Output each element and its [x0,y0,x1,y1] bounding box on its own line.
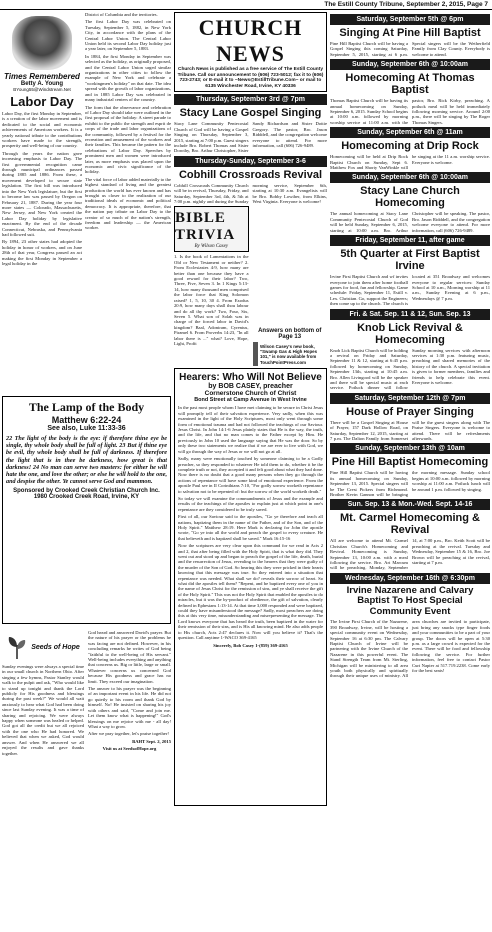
event-date: Thursday, September 3rd @ 7pm [174,94,327,105]
lamp-see-also: See also, Luke 11:33-36 [47,425,126,432]
column-church-news [174,12,327,928]
article-title: Hearers: Who Will Not Believe [179,372,322,384]
seeds-text-cont: The answer to his prayer was the beginning of an important event in his life. He did not go quietly to his room and thank God by himself. No! He insisted on sharing his joy with others and said, "Come and join me. Let them know what is happening!" God's blessings on me rejoice with me - all day! What a way to grow. [88,686,171,729]
paragraph: The first Labor Day was celebrated on Tuesday, September 5, 1882, in New York City, in accordance with the plans of the Central Labor Union. The Central Labor Union held its second Labor Day holiday just a year later, on September 5, 1883. [85,19,171,52]
event-title: Pine Hill Baptist Homecoming [331,456,489,469]
event-title: Cobhill Crossroads Revival [178,168,323,181]
paragraph: Labor Day, the first Monday in September, is a creation of the labor movement and is dedicated to the social and economic achievements of American workers. It is a yearly national tribute to the contributions workers have made to the strength, prosperity and well-being of our country. [2,111,82,149]
event-title: Irvine Nazarene and Calvary Baptist To Host Special Community Event [346,584,474,617]
trivia-byline: By Wilson Casey [194,243,229,249]
event-title: Stacy Lane Church Homecoming [360,185,460,210]
event-date: Saturday, September 5th @ 6pm [330,14,490,25]
event-text: There will be a Gospel Singing at House of Prayer, 157 Dark Hollow Road, on Saturday, September 12, 2015, starting at 7 p.m. The Dalton Family from Somerset will be the guest singers along with The Praise Singers. Everyone is welcome to attend. There will be refreshments afterwards. [330,419,490,441]
trivia-answers: Answers on bottom of Page 13 [258,328,322,341]
author-email: BYoung55@Windstream.Net [13,87,71,92]
seeds-of-hope [2,630,171,926]
column-labor-day-cont [85,12,171,392]
masthead-sub: Church News is published as a free service of The Estill County Tribune. Call our announcement to (606) 723-5012; fax it to (606) 723-2743; or E-mail it to ~News@EstillTribune.Com~ or mail to 6135 Winchester Road, Irvine, KY 40336 [177,67,324,89]
book-cover-image [253,342,259,366]
column-events [330,12,490,928]
event-text: Irvine First Baptist Church and wf invites everyone to join them after home football games for food, fun and fellowship. Game schedule: Friday, September 11, Estill v. Lex. Christian. Go, support the Engineers; then come up to the church. The church is located at 351 Broadway and welcomes everyone to regular services: Sunday School at 10 a.m., Morning worship at 11 a.m., Sunday Evening at 6 p.m., Wednesdays @ 7 p.m. [330,274,490,307]
seeds-logo [2,630,84,664]
event-text: Pine Hill Baptist Church will be having a Gospel Singing this coming Saturday, September 5, 2015, starting at 6 p.m. Special singers will be the Wetherfield Family from Clay County. Everybody is welcome to attend. [330,41,490,57]
column-title: Times Remembered [4,72,80,81]
sponsor: Sponsored by Crooked Creek Christian Church Inc. [13,488,160,495]
event-text: Knob Lick Baptist Church will be holding a revival on Friday and Saturday, September 11 & 12, starting at 6:45 p.m. followed by homecoming on Sunday, September 13th, starting at 10:45 a.m. Bro. Allen Livingood will be the speaker and there will be special music at each service. Potluck dinner will follow Sunday morning services with afternoon services at 1:30 p.m. featuring music, preaching and shared memories of the history of the church. A special invitation is given to former members, families and friends to help celebrate this event. Everyone is welcome. [330,347,490,391]
paragraph: The vital force of labor added materially to the highest standard of living and the greatest production the world has ever known and has brought us closer to the realization of our traditional ideals of economic and political democracy. It is appropriate, therefore, that the nation pay tribute on Labor Day to the creator of so much of the nation's strength, freedom and leadership — the American worker. [85,176,171,231]
paragraph: Sadly, many were emotionally touched by someone claiming to be a Godly preacher, so they responded to whatever He told them to do, whether it be the complete truth or not, they accepted it and felt good about what they had done. Now there is no doubt that a good many persons when they go through the actions of repentance will have some kind of emotional experience. From the apostle Paul see in II Corinthians 7:10, "For godly sorrow worketh repentance to salvation not to be repented of: but the sorrow of the world worketh death." [178,456,323,494]
event-text: The Irvine First Church of the Nazarene, 390 Broadway, Irvine, will be hosting a special community event on Wednesday, September 16 at 6:30 pm. The Calvary Baptist Church of Irvine will be partnering with the Irvine Church of the Nazarene in this powerful event. The Stand Strength Team from Mt. Sterling, Michigan will be ministering to all area youth both physically and spiritually through their unique uses of ministry. All area churches are invited to participate, just bring any snacks type finger foods and your communities to be a part of your group. The doors will be open at 5:30 p.m. as a large crowd is expected for the event. There will be food and fellowship following the service. For further information, feel free to contact Pastor Curt Napier at 517.719.2238. Come early for the best seats! [330,619,490,679]
event-date: Sunday, September 6th @ 10:00am [330,59,490,70]
paragraph: In the past most people whom I have met claiming to be secure in Christ Jesus will promptly tell of their salvation experience. Very sadly, when this was examined in the light of the Holy Scriptures, most only went through some form of emotional trauma and had not followed the teachings of our Saviour. Jesus Christ. In John 14:1-6 Jesus plainly states that He is the way, the truth, and the life, and that no man comes to the Father except by Him. He previously in John 10 used the language saying that He was the door. So by only these two statements we realize that if we are ever to live with God, we will go through the way of Jesus or we will not go at all. [178,405,323,454]
event-text: The annual homecoming at Stacy Lane Community Pentecostal Church of God will be held Sunday, September 6, 2015, starting at 10:00 a.m. Bro. Arthur Christopher will be speaking. The pastor, Bro. Jason Ridddell, and the congregation welcome everyone to attend. For more information, call (606) 726-9489. [330,211,490,233]
paragraph: The form that the observance and celebration of Labor Day should take were outlined in the first proposal of the holiday: A street parade to exhibit to the public the strength and esprit de corps of the trade and labor organizations of the community, followed by a festival for the recreation and amusement of the workers and their families. This became the pattern for the celebrations of Labor Day. Speeches by prominent men and women were introduced later, as more emphasis was placed upon the economic and civic significance of the holiday. [85,104,171,175]
seeds-text-cont: After we pray together, let's praise together! [88,731,169,737]
seeds-title: Seeds of Hope [31,643,80,651]
event-text: Cobhill Crossroads Community Church will be in revival, Thursday, Friday, and Saturday, September 3rd, 4th, & 5th at 7:00 p.m. nightly and during the Sunday morning service, September 6th, starting at 10:30 a.m. Evangelists will be Bro. Bobby Lowther, from Elkins, West Virginia. Everyone is welcome! [174,182,327,205]
book-promo-text: Wilson Casey's new book, "Swamp Gas & High Hopes 101," is now available from TouchPointPress.com [260,344,318,365]
page-header: The Estill County Tribune, September 2, 2015, Page 7 [0,0,492,10]
event-text: All are welcome to attend Mt. Carmel Christian Church's Homecoming and Revival. Homecoming is Sunday, September 13, 10:00 a.m. with a meal following the service. Bro. Art Marcum will be preaching. Monday, September 14, at 7:00 p.m., Bro. Keith Scott will be preaching at the revival. Tuesday and Wednesday, September 15 & 16, Bro. Joe Brown will be preaching at the revival, starting at 7 p.m. [330,538,490,571]
author-photo [12,16,72,70]
event-title: Mt. Carmel Homecoming & Revival [340,512,480,537]
lamp-ref: Matthew 6:22-24 [51,415,122,425]
article-church: Cornerstone Church of Christ [204,390,297,398]
event-date: Fri. & Sat. Sep. 11 & 12, Sun. Sep. 13 [330,309,490,320]
masthead: CHURCH NEWS [198,15,303,66]
event-date: Wednesday, September 16th @ 6:30pm [330,573,490,584]
paragraph: So today we will examine the commandments of Jesus and the example and results of the teachings of the apostles to explain just at which point in one's repentance are they considered to be truly saved. [178,495,323,512]
paragraph: District of Columbia and the territories. [85,12,158,17]
event-date: Sunday, September 6th @ 10:00am [330,172,490,183]
event-date: Sun. Sep. 13 & Mon.-Wed. Sept. 14-16 [330,499,490,510]
event-title: Homecoming at Drip Rock [341,140,479,153]
paragraph: By 1894, 23 other states had adopted the holiday in honor of workers, and on June 28th of that year, Congress passed an act making the first Monday in September a legal holiday in the [2,239,82,266]
event-text: Homecoming will be held at Drip Rock Baptist Church on Sunday, Sept 6. Matthew Fox and Shorty VanWinkle will be singing at the 11 a.m. worship service. Everyone is welcome. [330,154,490,171]
event-title: Knob Lick Revival & Homecoming [357,321,463,346]
paragraph: Now the scriptures are very clear upon this command for we read in Acts 2 and 2, that after being filled with the Holy Spirit, that is what they did. They went out and stood up and began to preach the gospel of the life, death, burial and the resurrection of Jesus, revealing to the hearers that they were guilty of the murder of the Son of God. So hearing this they were pricked in their hearts knowing that this message was true. So they entered into a situation that repentance was needed. What shall we do? reveals their sorrow of heart. So what did the apostles tell them? "Repent, and be baptized every one of you in the name of Jesus Christ for the remission of sins, and ye shall receive the gift of the Holy Spirit." This was not the Holy Spirit that enabled the apostles to do miracles, but it was the by-product of obedience, the gift of salvation, clearly defined in Ephesians 1:13-14. At that time 3,000 responded and were baptized, could they have misunderstood the message? Sadly, most preachers are doing this at this very time, misunderstanding and misrepresenting the message. The Lord knows everyone that has heard the truth, been baptized in the water for their remission of their sins, and is His all knowing mind. He also adds people to His church, Acts 2:47 declares it. Now will you believe it? That's the question. Call anytime 1-WACO 369-4165 [178,543,323,641]
event-date: Thursday-Sunday, September 3-6 [174,156,327,167]
event-text: Stacy Lane Community Pentecostal Church of God will be having a Gospel Singing on Thursday, September 3, 2015, starting at 7:00 p.m. Guest singers include Bro. Robert Thomas and Sister Dorothy, Bro. Arthur Christopher, Sister Sandy Richardson and Sister Dottie Gregory. The pastor, Bro. Jason Ridddell, and the congregation welcome everyone to attend. For more information, call (606) 726-9489. [174,121,327,154]
lamp-box [2,396,171,624]
event-title: 5th Quarter at First Baptist Irvine [340,248,480,273]
seeds-text-cont: God heard and answered David's prayer. But the nature of his prayer or the problems he was facing are not defined. However, in his concluding remarks he writes of God being "faithful to the well-being of His servant." Well-being includes everything and anything that concerns us. Big or little, large or small. Whatever concerns us concerned God because His goodness and grace has no limit. They exceed our imagination. [88,630,171,684]
event-text: Pine Hill Baptist Church will be having its annual homecoming on Sunday, September 13, 2015. Special singers will be The Crest Pickers from Richmond. Brother Kevin Gannon will be bringing the morning message. Sunday school begins at 10:00 a.m. followed by morning worship at 11:00 a.m. Potluck lunch will be around 1 p.m. followed by singing. [330,470,490,498]
sprout-icon [6,635,28,659]
book-promo [253,342,328,366]
hearers-article [174,368,327,806]
event-date: Saturday, September 12th @ 7pm [330,393,490,404]
seeds-url: Visit us at SeedsofHope.org [102,746,157,752]
article-byline: by BOB CASEY, preacher [208,383,293,391]
event-title: Homecoming At Thomas Baptist [345,72,475,97]
paragraph: First of all, our Saviour said to the apostles, "Go ye therefore and teach all nations, baptizing them in the name of the Father, and of the Son, and of the Holy Spirit." Matthew 28:19. Here Mark is declaring for John the apostle wrote, "Go ye into all the world and preach the gospel to every creature. He that believeth and is baptized shall be saved." Mark 16:15-16 [178,514,323,541]
event-date: Sunday, September 6th @ 11am [330,127,490,138]
trivia-title: BIBLE TRIVIA [175,209,236,243]
bible-trivia [174,206,327,366]
article-signature: Sincerely, Bob Casey 1-(859) 369-4165 [213,642,288,648]
sponsor-address: 1980 Crooked Creek Road, Irvine, KY [33,494,140,501]
article-headline: Labor Day [10,94,74,109]
event-text: Thomas Baptist Church will be having its annual homecoming on Sunday, September 6, 2015. Sunday School begins at 10:00 a.m. followed by morning worship service at 11:00 a.m. with the pastor, Bro. Rick Kirby, preaching. A potluck meal will be held immediately following morning service. Around 2:00 p.m., there will be singing by The Roger Thomas Singers. [330,98,490,125]
trivia-logo [174,206,249,252]
paragraph: Through the years the nation gave increasing emphasis to Labor Day. The first governmental recognition came through municipal ordinances passed during 1885 and 1886. From these, a movement developed to secure state legislation. The first bill was introduced into the New York legislature, but the first to become law was passed by Oregon on February 21, 1887. During the year four more states — Colorado, Massachusetts, New Jersey, and New York created the Labor Day holiday by legislative enactment. By the end of the decade Connecticut, Nebraska, and Pennsylvania had followed suit. [2,150,82,237]
event-date: Sunday, September 13th @ 10am [330,443,490,454]
event-date: Friday, September 11, after game [330,235,490,246]
masthead-box [174,12,327,92]
event-title: Stacy Lane Gospel Singing [179,107,322,120]
event-title: House of Prayer Singing [346,405,474,418]
trivia-questions: 1. Is the book of Lamentations in the Old or New Testament or neither? 2. From Ecclesiastes 4:9, how many are better than one because they have a good reward for their labor? Two, Three, Five, Seven 3. In 1 Kings 5:13-14, how many thousand men comprised the labor force that King Solomon raised? 1, 5, 10, 30 4. From Exodus 20:9, how many days shall thou labour and do all thy work? Two, Four, Six, Seven 5. What son of Solah was in charge of the forced labor in David's kingdom? Baal, Adoniram, Cyrenius, Piramel 6. From Proverbs 14:23, "In all labor there is ..." what? Love, Hope, Light, Profit [174,254,249,346]
author-name: Betty A. Young [20,81,64,87]
lamp-title: The Lamp of the Body [28,400,145,414]
event-title: Singing At Pine Hill Baptist [339,27,481,39]
seeds-date: BAHT Sept. 2, 2015 [132,738,171,744]
article-address: Bond Street at Camp Avenue in West Irvine [194,397,307,404]
paragraph: In 1884, the first Monday in September was selected as the holiday, as originally proposed, and the Central Labor Union urged similar organizations in other cities to follow the example of New York and celebrate a "workingmen's holiday" on that date. The idea spread with the growth of labor organizations, and in 1885 Labor Day was celebrated in many industrial centers of the country. [85,53,171,103]
seeds-text: Sunday evenings were always a special time in our small church in Northern Ohio. After singing a few hymns, Pastor Stanley would walk to the pulpit and ask, "Who would like to stand up tonight and thank the Lord publicly for His goodness and blessings during the past week?" We would all wait anxiously to hear what God had been doing since last Sunday evening. It was a time of sharing and rejoicing. We were always happy when someone was healed or helped. God got all the credit but we all rejoiced with the one who He had honored. We believed that when we asked, God would answer. And when He answered we all enjoyed the results and gave thanks together. [2,664,84,756]
lamp-verse: 22 The light of the body is the eye: if therefore thine eye be single, thy whole body shall be full of light. 23 But if thine eye be evil, thy whole body shall be full of darkness. If therefore the light that is in thee be darkness, how great is that darkness! 24 No man can serve two masters: for either he will hate the one, and love the other; or else he will hold to the one, and despise the other. Ye cannot serve God and mammon. [6,435,167,486]
